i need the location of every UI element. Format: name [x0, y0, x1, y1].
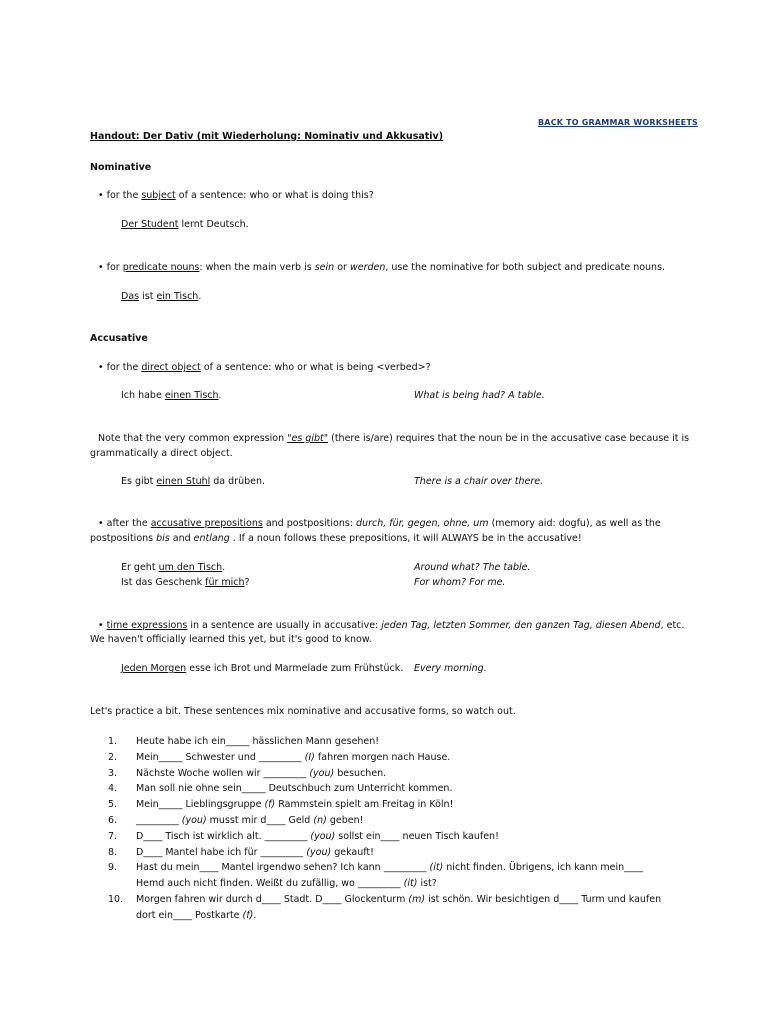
- accusative-example-4: Ist das Geschenk für mich?: [121, 577, 250, 588]
- exercise-number: 4.: [108, 783, 118, 795]
- exercise-text: Mein_____ Schwester und _________ (I) fahren morgen nach Hause.: [136, 751, 451, 763]
- page-title: Handout: Der Dativ (mit Wiederholung: Nominativ und Akkusativ): [90, 131, 444, 142]
- exercise-text: Hast du mein____ Mantel irgendwo sehen? Ich kann _________ (it) nicht finden. Übrigens, ich kann mein____ Hemd auch nicht finden. Weißt du zufällig, wo _________ (it) ist?: [136, 862, 644, 890]
- exercise-text: Mein_____ Lieblingsgruppe (f) Rammstein spielt am Freitag in Köln!: [136, 799, 454, 811]
- accusative-example-1: Ich habe einen Tisch.: [121, 390, 222, 401]
- nominative-bullet-subject: • for the subject of a sentence: who or what is doing this?: [98, 190, 374, 201]
- accusative-example-3: Er geht um den Tisch.: [121, 562, 226, 573]
- exercise-number: 8.: [108, 846, 118, 858]
- nominative-bullet-predicate: • for predicate nouns: when the main verb is sein or werden, use the nominative for both subject and predicate nouns.: [98, 262, 666, 273]
- exercise-text: D____ Mantel habe ich für _________ (you) gekauft!: [136, 846, 374, 858]
- exercise-number: 1.: [108, 736, 118, 747]
- accusative-example-2: Es gibt einen Stuhl da drüben.: [121, 476, 266, 487]
- time-expressions-bullet-line-1: • time expressions in a sentence are usually in accusative: jeden Tag, letzten Sommer, den ganzen Tag, diesen Abend, etc.: [98, 620, 685, 631]
- exercise-item: [108, 734, 668, 750]
- accusative-example-1-translation: What is being had? A table.: [414, 390, 545, 401]
- accusative-example-2-translation: There is a chair over there.: [414, 476, 544, 487]
- exercise-item: [108, 797, 668, 813]
- accusative-example-3-translation: Around what? The table.: [414, 562, 531, 573]
- time-expressions-bullet-line-2: We haven't officially learned this yet, but it's good to know.: [90, 634, 372, 645]
- exercise-item: [108, 845, 668, 861]
- exercise-item: [108, 813, 668, 829]
- accusative-example-4-translation: For whom? For me.: [414, 577, 506, 588]
- exercise-number: 10.: [108, 893, 124, 905]
- exercise-item: [108, 766, 668, 782]
- exercise-text: Man soll nie ohne sein_____ Deutschbuch zum Unterricht kommen.: [136, 783, 453, 795]
- exercise-number: 6.: [108, 814, 118, 826]
- accusative-example-5: Jeden Morgen esse ich Brot und Marmelade zum Frühstück.: [121, 663, 404, 674]
- accusative-bullet-direct-object: • for the direct object of a sentence: who or what is being <verbed>?: [98, 362, 431, 373]
- accusative-bullet-prepositions-line-2: postpositions bis and entlang . If a noun follows these prepositions, it will ALWAYS be in the accusative!: [90, 533, 582, 544]
- exercise-number: 7.: [108, 830, 118, 842]
- exercise-text: Heute habe ich ein_____ hässlichen Mann gesehen!: [136, 736, 380, 747]
- exercise-item: [108, 829, 668, 845]
- nominative-heading: Nominative: [90, 162, 152, 173]
- exercise-list: [108, 734, 668, 924]
- accusative-bullet-prepositions-line-1: • after the accusative prepositions and postpositions: durch, für, gegen, ohne, um (memory aid: dogfu), as well as the: [98, 518, 661, 529]
- exercise-text: Morgen fahren wir durch d____ Stadt. D____ Glockenturm (m) ist schön. Wir besichtigen d____ Turm und kaufen dort ein____ Postkarte (f).: [136, 893, 662, 921]
- exercise-number: 9.: [108, 862, 118, 874]
- exercise-text: Nächste Woche wollen wir _________ (you) besuchen.: [136, 767, 387, 779]
- accusative-example-5-translation: Every morning.: [414, 663, 487, 674]
- exercise-number: 3.: [108, 767, 118, 779]
- exercise-item: [108, 781, 668, 797]
- exercise-item: [108, 860, 668, 892]
- exercise-text: _________ (you) musst mir d____ Geld (n) geben!: [136, 814, 364, 826]
- exercise-number: 2.: [108, 751, 118, 763]
- exercise-item: [108, 892, 668, 924]
- exercise-item: [108, 750, 668, 766]
- exercise-number: 5.: [108, 799, 118, 811]
- es-gibt-note-line-2: grammatically a direct object.: [90, 448, 233, 459]
- exercise-text: D____ Tisch ist wirklich alt. _________ (you) sollst ein____ neuen Tisch kaufen!: [136, 830, 499, 842]
- back-to-grammar-worksheets-link[interactable]: BACK TO GRAMMAR WORKSHEETS: [538, 118, 698, 127]
- es-gibt-note-line-1: Note that the very common expression "es gibt" (there is/are) requires that the noun be in the accusative case because it is: [98, 433, 690, 444]
- nominative-example-2: Das ist ein Tisch.: [121, 291, 202, 302]
- nominative-example-1: Der Student lernt Deutsch.: [121, 219, 249, 230]
- accusative-heading: Accusative: [90, 333, 148, 344]
- practice-intro: Let's practice a bit. These sentences mix nominative and accusative forms, so watch out.: [90, 706, 516, 717]
